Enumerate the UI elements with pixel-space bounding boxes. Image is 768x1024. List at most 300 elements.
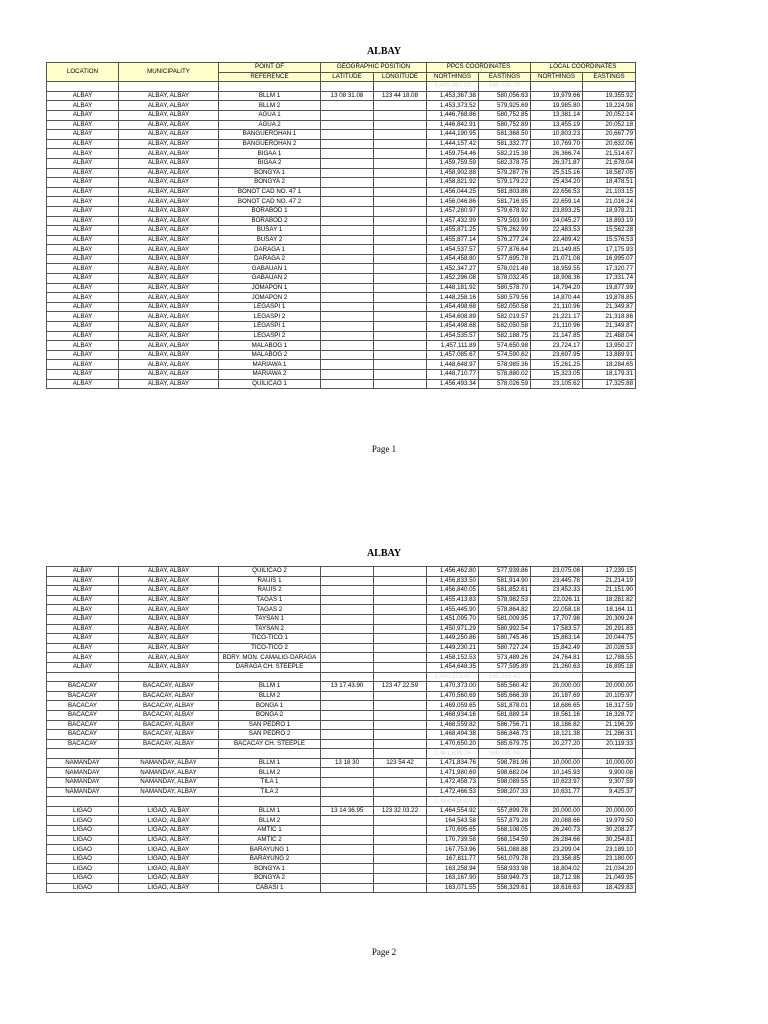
- ppcs-northing-cell: 1,455,413.83: [427, 595, 479, 605]
- local-northing-cell: 15,323.05: [531, 370, 583, 380]
- blank-cell: [219, 672, 321, 682]
- blank-cell: [119, 749, 219, 759]
- ppcs-northing-cell: 1,446,768.86: [427, 110, 479, 120]
- location-cell: LIGAO: [47, 864, 119, 874]
- latitude-cell: [321, 168, 374, 178]
- reference-cell: BONGYA 1: [219, 864, 321, 874]
- table-body: [47, 82, 636, 389]
- ppcs-easting-cell: 568,108.05: [479, 826, 531, 836]
- local-easting-cell: 16,328.72: [583, 710, 636, 720]
- table-row: [47, 149, 636, 159]
- longitude-cell: [374, 634, 427, 644]
- blank-cell: [219, 797, 321, 807]
- location-cell: ALBAY: [47, 653, 119, 663]
- municipality-cell: NAMANDAY, ALBAY: [119, 758, 219, 768]
- municipality-cell: ALBAY, ALBAY: [119, 576, 219, 586]
- longitude-cell: [374, 643, 427, 653]
- municipality-cell: LIGAO, ALBAY: [119, 845, 219, 855]
- table-row: [47, 662, 636, 672]
- reference-cell: AGUA 2: [219, 120, 321, 130]
- local-easting-cell: 19,224.98: [583, 101, 636, 111]
- ppcs-easting-cell: 580,752.85: [479, 110, 531, 120]
- latitude-cell: [321, 739, 374, 749]
- location-cell: ALBAY: [47, 302, 119, 312]
- ppcs-easting-cell: 558,933.98: [479, 864, 531, 874]
- ppcs-northing-cell: 1,451,095.70: [427, 614, 479, 624]
- ppcs-northing-cell: 1,468,934.16: [427, 710, 479, 720]
- latitude-cell: [321, 643, 374, 653]
- ppcs-easting-cell: 574,650.98: [479, 341, 531, 351]
- reference-cell: BUSAY 2: [219, 235, 321, 245]
- ppcs-easting-cell: 585,666.39: [479, 691, 531, 701]
- latitude-cell: [321, 293, 374, 303]
- ppcs-easting-cell: 598,682.04: [479, 768, 531, 778]
- table-row: [47, 302, 636, 312]
- local-easting-cell: 19,877.99: [583, 283, 636, 293]
- blank-cell: [583, 672, 636, 682]
- reference-cell: MARIAWA 2: [219, 370, 321, 380]
- table-row: [47, 854, 636, 864]
- reference-cell: TAGAS 1: [219, 595, 321, 605]
- ppcs-northing-cell: 1,456,833.50: [427, 576, 479, 586]
- table-row: [47, 758, 636, 768]
- local-easting-cell: 9,425.37: [583, 787, 636, 797]
- location-cell: ALBAY: [47, 614, 119, 624]
- table-row: [47, 787, 636, 797]
- local-northing-cell: 18,121.38: [531, 730, 583, 740]
- longitude-cell: [374, 158, 427, 168]
- ppcs-northing-cell: 1,459,759.59: [427, 158, 479, 168]
- longitude-cell: [374, 216, 427, 226]
- table-row: [47, 576, 636, 586]
- location-cell: NAMANDAY: [47, 787, 119, 797]
- reference-cell: BONGA 1: [219, 701, 321, 711]
- municipality-cell: ALBAY, ALBAY: [119, 110, 219, 120]
- ppcs-northing-cell: 1,468,559.82: [427, 720, 479, 730]
- faint-northing: 1,461,834.76: [427, 749, 479, 759]
- municipality-cell: NAMANDAY, ALBAY: [119, 768, 219, 778]
- location-cell: ALBAY: [47, 168, 119, 178]
- location-cell: ALBAY: [47, 331, 119, 341]
- location-cell: ALBAY: [47, 312, 119, 322]
- location-cell: ALBAY: [47, 624, 119, 634]
- table-row: [47, 826, 636, 836]
- location-cell: ALBAY: [47, 235, 119, 245]
- latitude-cell: [321, 720, 374, 730]
- longitude-cell: 123 54 42: [374, 758, 427, 768]
- table-row: [47, 312, 636, 322]
- location-cell: ALBAY: [47, 91, 119, 101]
- latitude-cell: [321, 624, 374, 634]
- longitude-cell: 123 44 18.08: [374, 91, 427, 101]
- local-northing-cell: 15,863.14: [531, 634, 583, 644]
- municipality-cell: ALBAY, ALBAY: [119, 139, 219, 149]
- ppcs-northing-cell: 1,450,971.29: [427, 624, 479, 634]
- reference-cell: JOMAPON 1: [219, 283, 321, 293]
- blank-cell: [374, 749, 427, 759]
- location-cell: ALBAY: [47, 187, 119, 197]
- ppcs-easting-cell: 561,079.78: [479, 854, 531, 864]
- local-easting-cell: 20,309.24: [583, 614, 636, 624]
- ppcs-easting-cell: 581,878.01: [479, 701, 531, 711]
- longitude-cell: [374, 187, 427, 197]
- local-easting-cell: 18,179.31: [583, 370, 636, 380]
- ppcs-easting-cell: 581,009.95: [479, 614, 531, 624]
- ppcs-northing-cell: 1,448,710.77: [427, 370, 479, 380]
- table-row: [47, 283, 636, 293]
- ppcs-northing-cell: 1,454,648.35: [427, 662, 479, 672]
- location-cell: ALBAY: [47, 595, 119, 605]
- separator-row: [47, 749, 636, 759]
- table-row: [47, 216, 636, 226]
- blank-cell: [119, 672, 219, 682]
- location-cell: LIGAO: [47, 854, 119, 864]
- reference-cell: MALABOG 1: [219, 341, 321, 351]
- location-cell: ALBAY: [47, 130, 119, 140]
- latitude-cell: [321, 816, 374, 826]
- local-northing-cell: 23,724.17: [531, 341, 583, 351]
- header-local-eastings: EASTINGS: [583, 72, 636, 82]
- municipality-cell: NAMANDAY, ALBAY: [119, 787, 219, 797]
- latitude-cell: [321, 283, 374, 293]
- longitude-cell: [374, 768, 427, 778]
- table-row: [47, 322, 636, 332]
- table-row: [47, 586, 636, 596]
- ppcs-easting-cell: 598,207.33: [479, 787, 531, 797]
- latitude-cell: [321, 216, 374, 226]
- reference-cell: GABAUAN 2: [219, 274, 321, 284]
- local-northing-cell: 18,561.16: [531, 710, 583, 720]
- table-row: [47, 120, 636, 130]
- ppcs-northing-cell: 1,470,560.69: [427, 691, 479, 701]
- location-cell: ALBAY: [47, 634, 119, 644]
- ppcs-easting-cell: 576,262.99: [479, 226, 531, 236]
- reference-cell: BLLM 1: [219, 682, 321, 692]
- latitude-cell: [321, 787, 374, 797]
- location-cell: ALBAY: [47, 605, 119, 615]
- local-northing-cell: 23,697.95: [531, 350, 583, 360]
- municipality-cell: ALBAY, ALBAY: [119, 120, 219, 130]
- longitude-cell: [374, 624, 427, 634]
- blank-cell: [321, 672, 374, 682]
- longitude-cell: [374, 331, 427, 341]
- longitude-cell: [374, 787, 427, 797]
- latitude-cell: [321, 586, 374, 596]
- local-northing-cell: 26,371.87: [531, 158, 583, 168]
- local-northing-cell: 21,110.96: [531, 302, 583, 312]
- latitude-cell: [321, 634, 374, 644]
- local-easting-cell: 21,514.67: [583, 149, 636, 159]
- blank-cell: [47, 749, 119, 759]
- local-northing-cell: 17,583.57: [531, 624, 583, 634]
- location-cell: ALBAY: [47, 586, 119, 596]
- ppcs-northing-cell: 1,459,754.46: [427, 149, 479, 159]
- local-easting-cell: 16,317.59: [583, 701, 636, 711]
- ppcs-easting-cell: 577,876.64: [479, 245, 531, 255]
- latitude-cell: [321, 158, 374, 168]
- table-row: [47, 595, 636, 605]
- location-cell: ALBAY: [47, 254, 119, 264]
- location-cell: ALBAY: [47, 379, 119, 389]
- local-northing-cell: 20,000.00: [531, 806, 583, 816]
- blank-cell: [583, 797, 636, 807]
- blank-cell: [531, 797, 583, 807]
- latitude-cell: [321, 264, 374, 274]
- latitude-cell: [321, 139, 374, 149]
- longitude-cell: [374, 701, 427, 711]
- municipality-cell: BACACAY, ALBAY: [119, 701, 219, 711]
- local-easting-cell: 30,254.81: [583, 835, 636, 845]
- blank-cell: [119, 797, 219, 807]
- longitude-cell: [374, 739, 427, 749]
- location-cell: ALBAY: [47, 283, 119, 293]
- blank-cell: [219, 82, 321, 92]
- ppcs-northing-cell: 1,454,535.57: [427, 331, 479, 341]
- local-northing-cell: 18,804.02: [531, 864, 583, 874]
- reference-cell: DARAGA 1: [219, 245, 321, 255]
- municipality-cell: ALBAY, ALBAY: [119, 235, 219, 245]
- header-reference: REFERENCE: [219, 72, 321, 82]
- latitude-cell: [321, 101, 374, 111]
- location-cell: LIGAO: [47, 845, 119, 855]
- table-row: [47, 235, 636, 245]
- local-easting-cell: 20,291.83: [583, 624, 636, 634]
- longitude-cell: [374, 168, 427, 178]
- ppcs-easting-cell: 580,745.46: [479, 634, 531, 644]
- ppcs-northing-cell: 1,453,367.38: [427, 91, 479, 101]
- table-row: [47, 874, 636, 884]
- table-row: [47, 883, 636, 893]
- latitude-cell: [321, 730, 374, 740]
- table-row: [47, 691, 636, 701]
- latitude-cell: [321, 274, 374, 284]
- municipality-cell: ALBAY, ALBAY: [119, 264, 219, 274]
- local-easting-cell: 21,034.20: [583, 864, 636, 874]
- reference-cell: SAN PEDRO 1: [219, 720, 321, 730]
- latitude-cell: [321, 130, 374, 140]
- table-row: [47, 710, 636, 720]
- location-cell: ALBAY: [47, 101, 119, 111]
- reference-cell: MALABOG 2: [219, 350, 321, 360]
- latitude-cell: [321, 874, 374, 884]
- local-easting-cell: 18,893.19: [583, 216, 636, 226]
- table-row: [47, 274, 636, 284]
- local-northing-cell: 24,045.27: [531, 216, 583, 226]
- table-row: [47, 139, 636, 149]
- location-cell: ALBAY: [47, 149, 119, 159]
- table-row: [47, 739, 636, 749]
- location-cell: ALBAY: [47, 350, 119, 360]
- longitude-cell: [374, 139, 427, 149]
- ppcs-easting-cell: 580,056.63: [479, 91, 531, 101]
- local-northing-cell: 10,000.00: [531, 758, 583, 768]
- ppcs-northing-cell: 1,456,493.34: [427, 379, 479, 389]
- location-cell: BACACAY: [47, 701, 119, 711]
- ppcs-easting-cell: 577,695.78: [479, 254, 531, 264]
- municipality-cell: ALBAY, ALBAY: [119, 605, 219, 615]
- municipality-cell: BACACAY, ALBAY: [119, 739, 219, 749]
- local-northing-cell: 19,979.66: [531, 91, 583, 101]
- ppcs-easting-cell: 573,489.26: [479, 653, 531, 663]
- location-cell: NAMANDAY: [47, 778, 119, 788]
- table-row: [47, 91, 636, 101]
- municipality-cell: ALBAY, ALBAY: [119, 245, 219, 255]
- local-easting-cell: 21,196.29: [583, 720, 636, 730]
- longitude-cell: [374, 845, 427, 855]
- table-row: [47, 341, 636, 351]
- reference-cell: BONGYA 1: [219, 168, 321, 178]
- faint-easting: 585,560.42: [479, 672, 531, 682]
- location-cell: ALBAY: [47, 226, 119, 236]
- local-northing-cell: 23,075.08: [531, 567, 583, 577]
- municipality-cell: ALBAY, ALBAY: [119, 370, 219, 380]
- ppcs-northing-cell: 1,471,834.76: [427, 758, 479, 768]
- table-row: [47, 864, 636, 874]
- table-row: [47, 643, 636, 653]
- ppcs-northing-cell: 1,448,648.97: [427, 360, 479, 370]
- local-northing-cell: 17,707.98: [531, 614, 583, 624]
- local-easting-cell: 21,151.90: [583, 586, 636, 596]
- local-easting-cell: 20,105.97: [583, 691, 636, 701]
- local-easting-cell: 20,632.06: [583, 139, 636, 149]
- reference-cell: BLLM 1: [219, 91, 321, 101]
- reference-cell: BUSAY 1: [219, 226, 321, 236]
- longitude-cell: [374, 197, 427, 207]
- municipality-cell: ALBAY, ALBAY: [119, 312, 219, 322]
- local-easting-cell: 18,978.21: [583, 206, 636, 216]
- ppcs-northing-cell: 1,470,650.20: [427, 739, 479, 749]
- local-easting-cell: 10,000.00: [583, 758, 636, 768]
- ppcs-easting-cell: 579,678.92: [479, 206, 531, 216]
- local-northing-cell: 18,908.36: [531, 274, 583, 284]
- location-cell: ALBAY: [47, 341, 119, 351]
- table-row: [47, 653, 636, 663]
- ppcs-northing-cell: 164,543.58: [427, 816, 479, 826]
- ppcs-northing-cell: 1,457,280.97: [427, 206, 479, 216]
- local-easting-cell: 9,307.59: [583, 778, 636, 788]
- blank-cell: [321, 797, 374, 807]
- latitude-cell: [321, 864, 374, 874]
- local-northing-cell: 10,623.97: [531, 778, 583, 788]
- longitude-cell: [374, 101, 427, 111]
- latitude-cell: [321, 149, 374, 159]
- local-northing-cell: 18,959.55: [531, 264, 583, 274]
- header-point-of: POINT OF: [219, 63, 321, 73]
- location-cell: ALBAY: [47, 293, 119, 303]
- municipality-cell: ALBAY, ALBAY: [119, 331, 219, 341]
- location-cell: ALBAY: [47, 120, 119, 130]
- ppcs-northing-cell: 163,071.55: [427, 883, 479, 893]
- reference-cell: BIGAA 1: [219, 149, 321, 159]
- table-row: [47, 187, 636, 197]
- local-northing-cell: 13,381.14: [531, 110, 583, 120]
- ppcs-easting-cell: 581,914.90: [479, 576, 531, 586]
- latitude-cell: [321, 245, 374, 255]
- local-northing-cell: 18,712.98: [531, 874, 583, 884]
- ppcs-easting-cell: 561,088.88: [479, 845, 531, 855]
- table-row: [47, 816, 636, 826]
- local-easting-cell: 21,049.95: [583, 874, 636, 884]
- faint-northing: 1,450,373.00: [427, 672, 479, 682]
- longitude-cell: [374, 854, 427, 864]
- reference-cell: LEGASPI 1: [219, 322, 321, 332]
- reference-cell: BLLM 2: [219, 768, 321, 778]
- latitude-cell: [321, 778, 374, 788]
- municipality-cell: ALBAY, ALBAY: [119, 274, 219, 284]
- municipality-cell: ALBAY, ALBAY: [119, 360, 219, 370]
- ppcs-easting-cell: 574,590.62: [479, 350, 531, 360]
- ppcs-northing-cell: 1,455,871.25: [427, 226, 479, 236]
- coordinates-table: [46, 566, 636, 893]
- header-geographic-position: GEOGRAPHIC POSITION: [321, 63, 427, 73]
- header-latitude: LATITUDE: [321, 72, 374, 82]
- municipality-cell: ALBAY, ALBAY: [119, 101, 219, 111]
- location-cell: ALBAY: [47, 643, 119, 653]
- header-ppcs-northings: NORTHINGS: [427, 72, 479, 82]
- table-row: [47, 768, 636, 778]
- local-easting-cell: 21,318.86: [583, 312, 636, 322]
- ppcs-northing-cell: 1,449,250.86: [427, 634, 479, 644]
- local-easting-cell: 16,895.18: [583, 662, 636, 672]
- ppcs-northing-cell: 1,448,258.16: [427, 293, 479, 303]
- municipality-cell: LIGAO, ALBAY: [119, 854, 219, 864]
- longitude-cell: [374, 254, 427, 264]
- local-easting-cell: 18,478.51: [583, 178, 636, 188]
- longitude-cell: [374, 350, 427, 360]
- reference-cell: QUILICAO 1: [219, 379, 321, 389]
- longitude-cell: [374, 864, 427, 874]
- latitude-cell: [321, 854, 374, 864]
- table-row: [47, 254, 636, 264]
- local-easting-cell: 19,878.85: [583, 293, 636, 303]
- longitude-cell: [374, 662, 427, 672]
- reference-cell: MARIAWA 1: [219, 360, 321, 370]
- local-northing-cell: 25,515.16: [531, 168, 583, 178]
- reference-cell: BLLM 2: [219, 816, 321, 826]
- location-cell: ALBAY: [47, 197, 119, 207]
- ppcs-northing-cell: 1,454,537.57: [427, 245, 479, 255]
- table-header: [47, 63, 636, 82]
- local-northing-cell: 10,803.23: [531, 130, 583, 140]
- faint-northing: 1,455,967.22: [427, 82, 479, 92]
- latitude-cell: [321, 197, 374, 207]
- blank-cell: [531, 672, 583, 682]
- local-easting-cell: 17,325.88: [583, 379, 636, 389]
- table-row: [47, 730, 636, 740]
- ppcs-easting-cell: 576,277.24: [479, 235, 531, 245]
- reference-cell: AMTIC 2: [219, 835, 321, 845]
- page-title: ALBAY: [366, 46, 402, 57]
- reference-cell: DARAGA 2: [219, 254, 321, 264]
- municipality-cell: ALBAY, ALBAY: [119, 149, 219, 159]
- location-cell: LIGAO: [47, 826, 119, 836]
- latitude-cell: [321, 662, 374, 672]
- local-northing-cell: 23,299.04: [531, 845, 583, 855]
- reference-cell: LEGASPI 2: [219, 312, 321, 322]
- latitude-cell: [321, 206, 374, 216]
- reference-cell: JOMAPON 2: [219, 293, 321, 303]
- latitude-cell: [321, 576, 374, 586]
- blank-cell: [47, 672, 119, 682]
- ppcs-northing-cell: 1,471,980.69: [427, 768, 479, 778]
- ppcs-northing-cell: 1,454,498.68: [427, 322, 479, 332]
- page-number: Page 1: [371, 444, 397, 454]
- faint-northing: 1,444,554.92: [427, 797, 479, 807]
- header-ppcs-coordinates: PPCS COORDINATES: [427, 63, 531, 73]
- ppcs-northing-cell: 1,468,494.38: [427, 730, 479, 740]
- header-longitude: LONGITUDE: [374, 72, 427, 82]
- header-ppcs-eastings: EASTINGS: [479, 72, 531, 82]
